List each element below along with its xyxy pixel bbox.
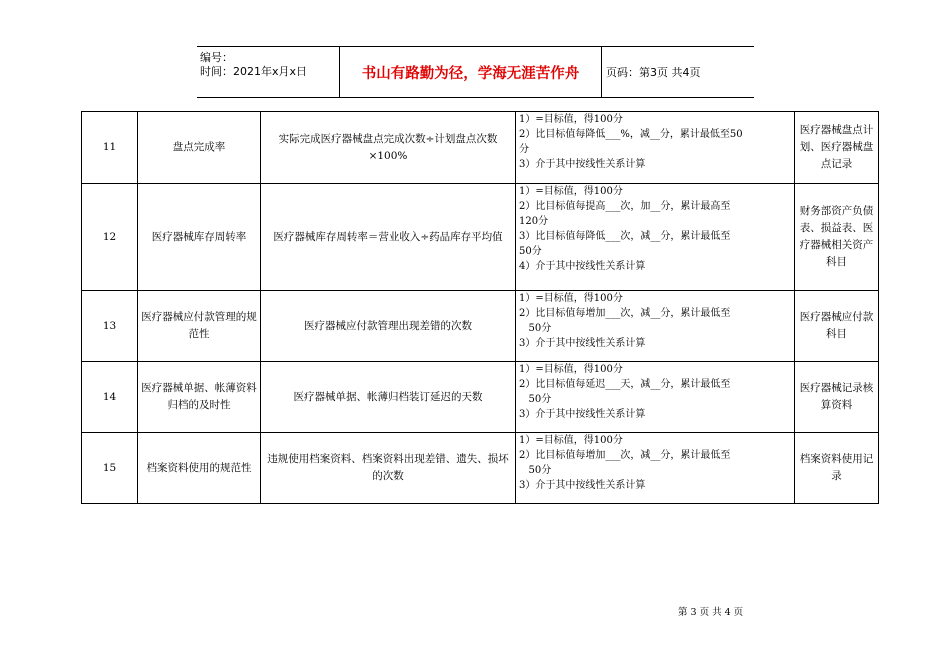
data-source: 档案资料使用记录 — [795, 433, 879, 504]
rule-line: 1）=目标值，得100分 — [519, 364, 623, 375]
rule-line: 3）介于其中按线性关系计算 — [519, 409, 646, 420]
indicator-name: 档案资料使用的规范性 — [138, 433, 261, 504]
rule-line: 50分 — [519, 246, 542, 257]
table-row — [82, 362, 879, 433]
scoring-rules — [516, 433, 795, 504]
rule-line: 1）=目标值，得100分 — [519, 293, 623, 304]
rule-line: 1）=目标值，得100分 — [519, 435, 623, 446]
indicator-name: 医疗器械库存周转率 — [138, 184, 261, 291]
rule-line: 50分 — [519, 465, 552, 476]
rule-line: 2）比目标值每提高___次，加__分，累计最高至 — [519, 201, 731, 212]
page-footer: 第 3 页 共 4 页 — [678, 607, 744, 618]
data-source: 医疗器械盘点计划、医疗器械盘点记录 — [795, 112, 879, 184]
indicator-name: 盘点完成率 — [138, 112, 261, 184]
table-row — [82, 291, 879, 362]
scoring-rules — [516, 362, 795, 433]
indicator-formula: 医疗器械库存周转率＝营业收入÷药品库存平均值 — [261, 184, 516, 291]
row-number: 12 — [82, 184, 138, 291]
rule-line: 2）比目标值每增加___次，减__分，累计最低至 — [519, 308, 731, 319]
row-number: 13 — [82, 291, 138, 362]
rule-line: 120分 — [519, 216, 549, 227]
rule-line: 分 — [519, 144, 529, 155]
data-source: 财务部资产负债表、损益表、医疗器械相关资产科目 — [795, 184, 879, 291]
rule-line: 3）比目标值每降低___次，减__分，累计最低至 — [519, 231, 731, 242]
data-source: 医疗器械记录核算资料 — [795, 362, 879, 433]
page-number-label: 页码：第3页 共4页 — [606, 66, 701, 79]
row-number: 11 — [82, 112, 138, 184]
indicator-name: 医疗器械单据、帐薄资料归档的及时性 — [138, 362, 261, 433]
scoring-rules — [516, 112, 795, 184]
rule-line: 3）介于其中按线性关系计算 — [519, 159, 646, 170]
rule-line: 4）介于其中按线性关系计算 — [519, 261, 646, 272]
scoring-rules — [516, 184, 795, 291]
table-row — [82, 184, 879, 291]
row-number: 14 — [82, 362, 138, 433]
rule-line: 50分 — [519, 394, 552, 405]
indicator-formula: 违规使用档案资料、档案资料出现差错、遗失、损坏的次数 — [261, 433, 516, 504]
time-label: 时间：2021年x月x日 — [200, 65, 308, 78]
rule-line: 2）比目标值每延迟___天，减__分，累计最低至 — [519, 379, 731, 390]
rule-line: 2）比目标值每降低___%，减__分，累计最低至50 — [519, 129, 743, 140]
page-header — [197, 46, 754, 98]
rule-line: 2）比目标值每增加___次，减__分，累计最低至 — [519, 450, 731, 461]
rule-line: 1）=目标值，得100分 — [519, 186, 623, 197]
indicator-formula: 实际完成医疗器械盘点完成次数÷计划盘点次数×100% — [261, 112, 516, 184]
rule-line: 1）=目标值，得100分 — [519, 114, 623, 125]
rule-line: 50分 — [519, 323, 552, 334]
indicator-name: 医疗器械应付款管理的规范性 — [138, 291, 261, 362]
kpi-table — [81, 111, 879, 504]
table-row — [82, 433, 879, 504]
rule-line: 3）介于其中按线性关系计算 — [519, 480, 646, 491]
indicator-formula: 医疗器械应付款管理出现差错的次数 — [261, 291, 516, 362]
data-source: 医疗器械应付款科目 — [795, 291, 879, 362]
number-label: 编号： — [200, 51, 233, 64]
rule-line: 3）介于其中按线性关系计算 — [519, 338, 646, 349]
motto: 书山有路勤为径，学海无涯苦作舟 — [340, 47, 602, 97]
row-number: 15 — [82, 433, 138, 504]
table-row — [82, 112, 879, 184]
indicator-formula: 医疗器械单据、帐薄归档装订延迟的天数 — [261, 362, 516, 433]
header-meta — [197, 47, 340, 97]
scoring-rules — [516, 291, 795, 362]
